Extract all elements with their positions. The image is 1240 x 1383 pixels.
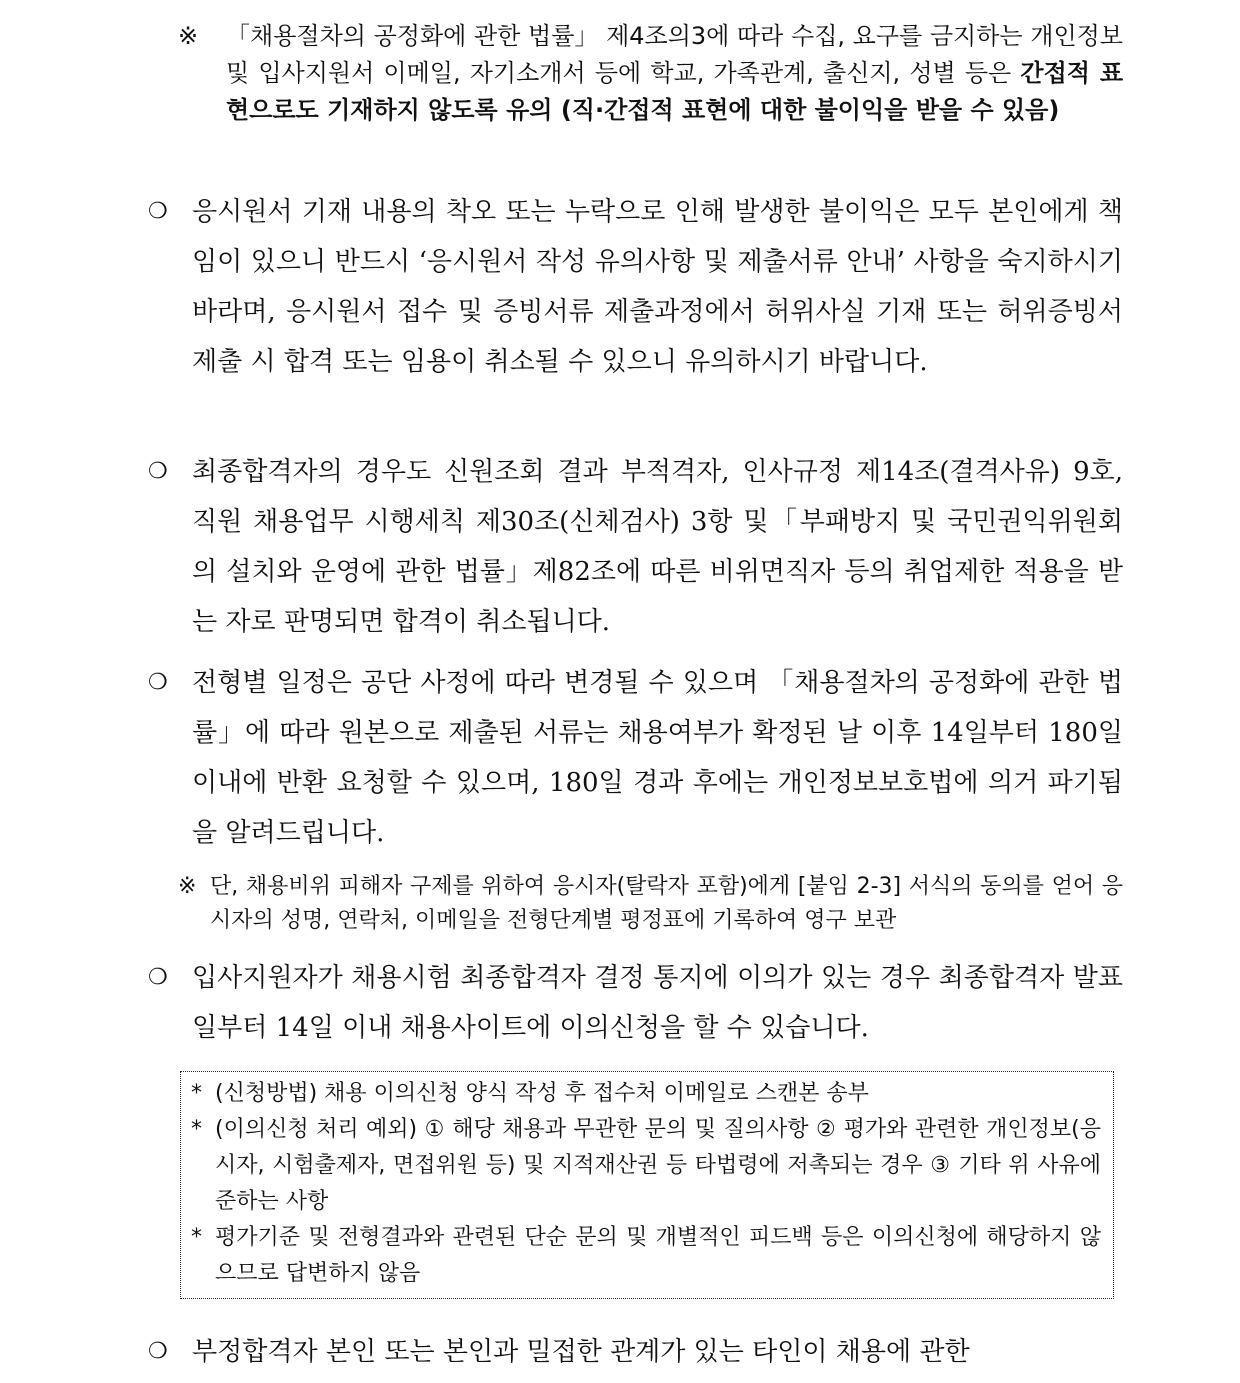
bullet-schedule-documents xyxy=(148,658,1123,858)
reference-mark: ※ xyxy=(178,22,199,50)
circle-bullet-icon: ❍ xyxy=(148,459,168,484)
privacy-caution-note xyxy=(178,18,1123,129)
asterisk-mark: * xyxy=(191,1081,202,1106)
reference-mark: ※ xyxy=(178,874,197,899)
box-item-exceptions xyxy=(191,1112,1101,1220)
bullet-final-pass-cancellation xyxy=(148,447,1123,647)
box-item-text: 평가기준 및 전형결과와 관련된 단순 문의 및 개별적인 피드백 등은 이의신청에 해당하지 않으므로 답변하지 않음 xyxy=(215,1225,1101,1286)
box-item-text: (이의신청 처리 예외) ① 해당 채용과 무관한 문의 및 질의사항 ② 평가와 관련한 개인정보(응시자, 시험출제자, 면접위원 등) 및 지적재산권 등 타법령에 저촉되는 경우 ③ 기타 위 사유에 준하는 사항 xyxy=(215,1117,1101,1214)
asterisk-mark: * xyxy=(191,1225,202,1250)
circle-bullet-icon: ❍ xyxy=(148,965,168,990)
asterisk-mark: * xyxy=(191,1117,202,1142)
box-item-not-applicable xyxy=(191,1220,1101,1292)
circle-bullet-icon: ❍ xyxy=(148,670,168,695)
bullet-fraudulent-pass xyxy=(148,1327,1123,1377)
bullet-text: 응시원서 기재 내용의 착오 또는 누락으로 인해 발생한 불이익은 모두 본인에게 책임이 있으니 반드시 ‘응시원서 작성 유의사항 및 제출서류 안내’ 사항을 숙지하시기 바라며, 응시원서 접수 및 증빙서류 제출과정에서 허위사실 기재 또는 허위증빙서 제출 시 합격 또는 임용이 취소될 수 있으니 유의하시기 바랍니다. xyxy=(192,197,1123,377)
victim-relief-note xyxy=(178,870,1123,938)
box-item-text: (신청방법) 채용 이의신청 양식 작성 후 접수처 이메일로 스캔본 송부 xyxy=(215,1081,869,1106)
bullet-text: 전형별 일정은 공단 사정에 따라 변경될 수 있으며 「채용절차의 공정화에 관한 법률」에 따라 원본으로 제출된 서류는 채용여부가 확정된 날 이후 14일부터 180일 이내에 반환 요청할 수 있으며, 180일 경과 후에는 개인정보보호법에 의거 파기됨을 알려드립니다. xyxy=(192,668,1123,848)
privacy-caution-text xyxy=(226,18,1123,129)
bullet-objection xyxy=(148,953,1123,1053)
victim-relief-text: 단, 채용비위 피해자 구제를 위하여 응시자(탈락자 포함)에게 [붙임 2-3] 서식의 동의를 얻어 응시자의 성명, 연락처, 이메일을 전형단계별 평정표에 기록하여 영구 보관 xyxy=(210,874,1123,933)
circle-bullet-icon: ❍ xyxy=(148,199,168,224)
privacy-caution-bold-text: 간접적 표현으로도 기재하지 않도록 유의 (직·간접적 표현에 대한 불이익을 받을 수 있음) xyxy=(226,59,1124,124)
circle-bullet-icon: ❍ xyxy=(148,1339,168,1364)
bullet-application-errors xyxy=(148,187,1123,387)
bullet-text: 부정합격자 본인 또는 본인과 밀접한 관계가 있는 타인이 채용에 관한 xyxy=(192,1337,970,1367)
privacy-caution-normal-text: 「채용절차의 공정화에 관한 법률」 제4조의3에 따라 수집, 요구를 금지하는 개인정보 및 입사지원서 이메일, 자기소개서 등에 학교, 가족관계, 출신지, 성별 등은 xyxy=(226,22,1123,87)
bullet-text: 입사지원자가 채용시험 최종합격자 결정 통지에 이의가 있는 경우 최종합격자 발표일부터 14일 이내 채용사이트에 이의신청을 할 수 있습니다. xyxy=(192,963,1123,1043)
box-item-method xyxy=(191,1076,1101,1112)
bullet-text: 최종합격자의 경우도 신원조회 결과 부적격자, 인사규정 제14조(결격사유) 9호, 직원 채용업무 시행세칙 제30조(신체검사) 3항 및「부패방지 및 국민권익위원회의 설치와 운영에 관한 법률」제82조에 따른 비위면직자 등의 취업제한 적용을 받는 자로 판명되면 합격이 취소됩니다. xyxy=(192,457,1123,637)
objection-info-box xyxy=(180,1071,1114,1299)
